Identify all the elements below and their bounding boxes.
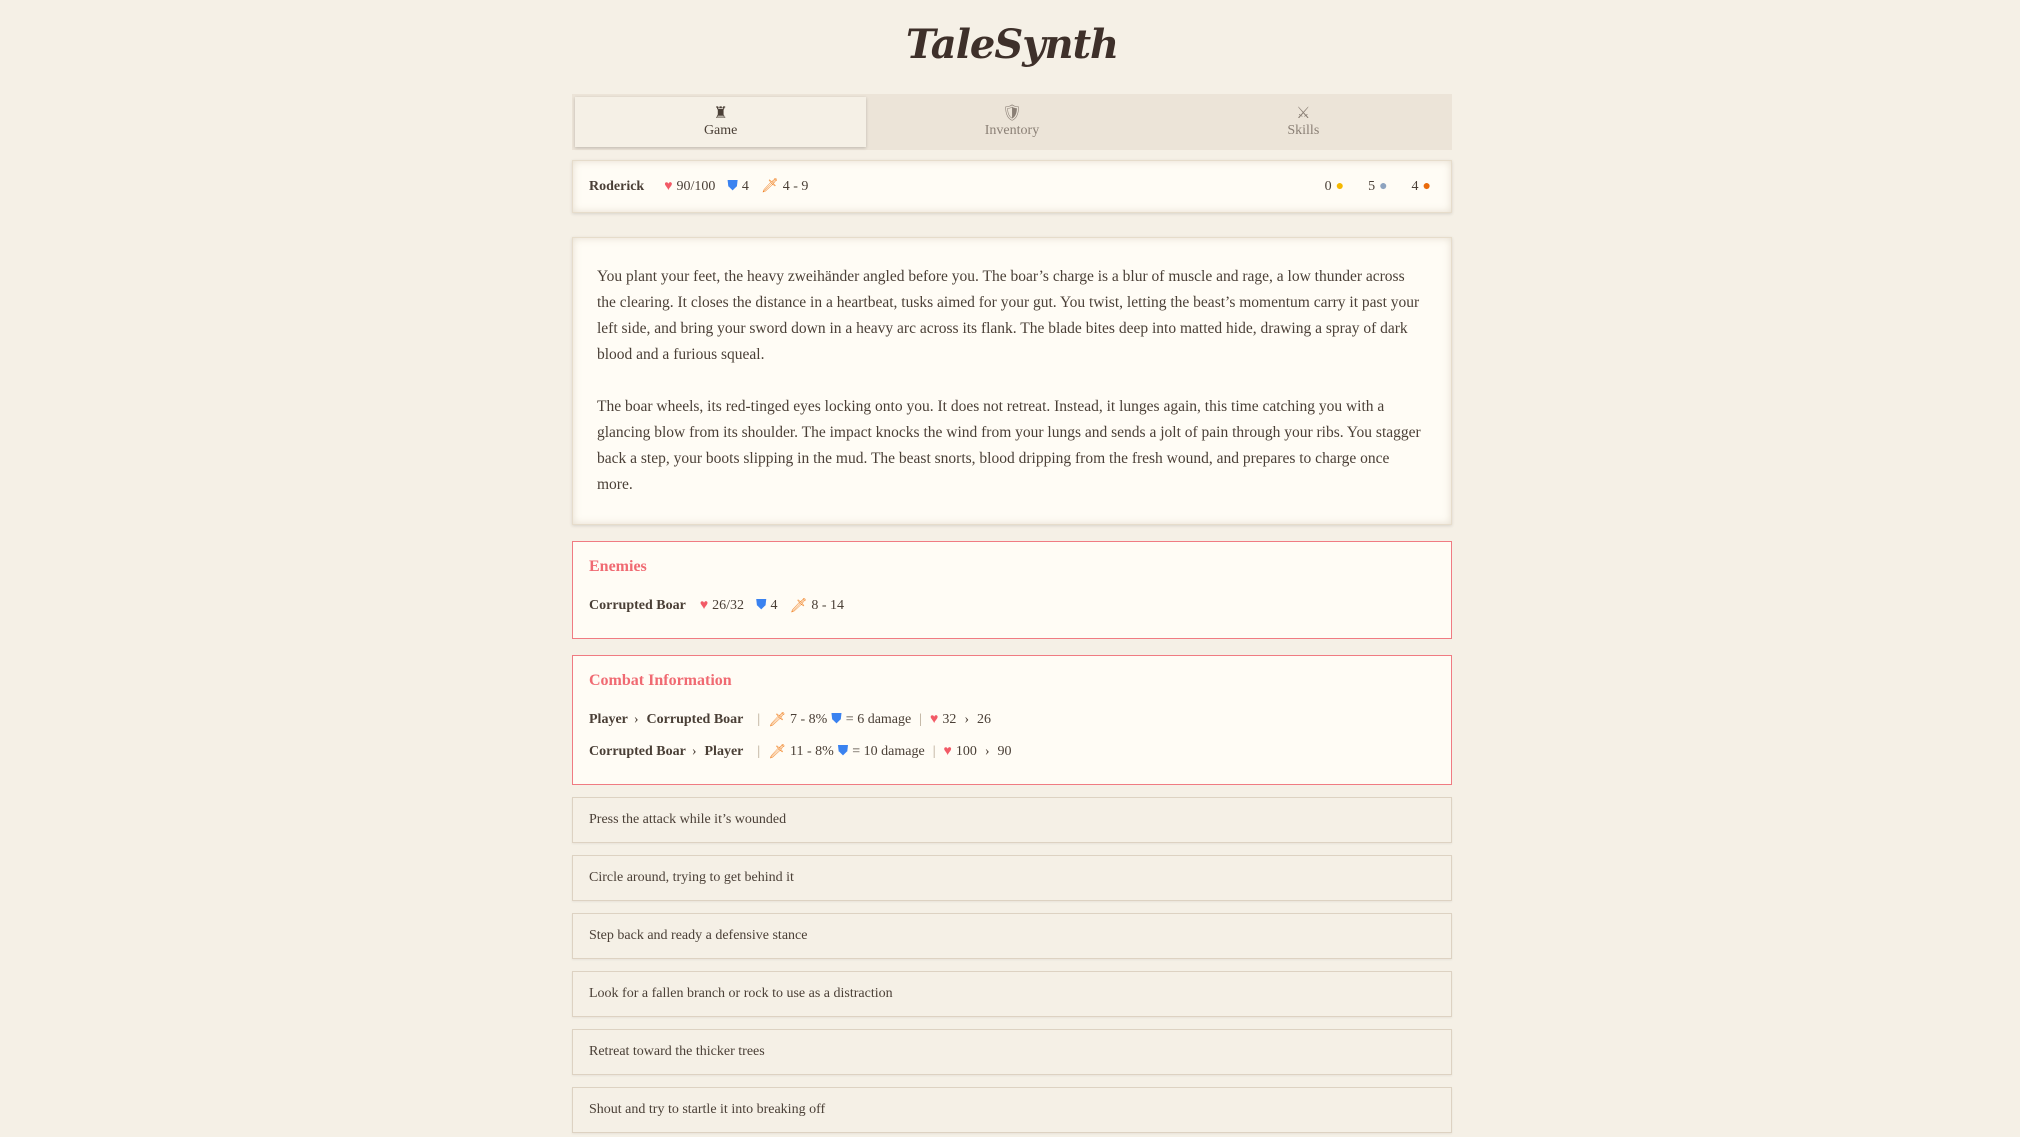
damage-result: = 6 damage (845, 712, 912, 727)
player-damage: 4 - 9 (782, 178, 809, 194)
choice-button[interactable]: Retreat toward the thicker trees (572, 1029, 1452, 1075)
combat-row: Corrupted Boar › Player | 🗡 11 - 8% ⛊ = 10 damage | ♥ 100 › 90 (589, 744, 1012, 760)
hp-from: 32 (942, 712, 957, 727)
choice-button[interactable]: Circle around, trying to get behind it (572, 855, 1452, 901)
damage-result: = 10 damage (852, 744, 925, 759)
story-paragraph: The boar wheels, its red-tinged eyes locking onto you. It does not retreat. Instead, it lunges again, this time catching you with a glancing blow from its shoulder. The impact knocks the wind from your lungs and sends a jolt of pain through your ribs. You stagger back a step, your boots slipping in the mud. The beast snorts, blood dripping from the fresh wound, and prepares to charge once more. (597, 398, 1421, 493)
sword-icon: 🗡 (768, 712, 786, 728)
choice-button[interactable]: Press the attack while it’s wounded (572, 797, 1452, 843)
player-stats-bar (572, 160, 1452, 213)
shield-icon: ⛊ (727, 178, 738, 194)
combat-panel (572, 655, 1452, 785)
enemy-armor: 4 (770, 598, 778, 613)
player-armor: 4 (741, 178, 749, 194)
knight-icon: ♜ (713, 105, 728, 122)
enemies-panel (572, 541, 1452, 639)
enemy-name: Corrupted Boar (589, 598, 686, 613)
logo-text: TaleSynth (905, 20, 1119, 68)
silver-coins-icon: ● (1379, 178, 1388, 194)
enemy-damage: 8 - 14 (811, 598, 844, 613)
attacker: Player (589, 712, 628, 727)
heart-icon: ♥ (699, 598, 709, 613)
tab-label: Inventory (984, 123, 1040, 138)
target: Player (704, 744, 744, 759)
logo (572, 0, 1452, 84)
sword-icon: 🗡 (789, 598, 808, 614)
copper-count: 4 (1411, 178, 1419, 194)
hp-to: 26 (977, 712, 992, 727)
shield-icon: ⛊ (756, 598, 767, 613)
player-hp: 90/100 (676, 178, 716, 194)
roll: 7 - 8% (789, 712, 828, 727)
sword-shield-icon: 🛡 (1001, 105, 1023, 122)
choice-button[interactable]: Step back and ready a defensive stance (572, 913, 1452, 959)
tab-inventory[interactable] (866, 97, 1157, 147)
sword-icon: 🗡 (760, 179, 779, 194)
target: Corrupted Boar (646, 712, 744, 727)
shield-icon: ⛊ (837, 744, 849, 759)
hp-to: 90 (997, 744, 1012, 759)
tab-label: Skills (1287, 123, 1320, 138)
story-text (572, 237, 1452, 525)
player-name: Roderick (589, 178, 645, 194)
gold-coins-icon: ● (1335, 178, 1345, 194)
choice-button[interactable]: Shout and try to startle it into breaking off (572, 1087, 1452, 1133)
app (572, 0, 1452, 1133)
enemy-row (589, 590, 1435, 622)
gold-count: 0 (1324, 178, 1332, 194)
tab-bar (572, 94, 1452, 150)
combat-row: Player › Corrupted Boar | 🗡 7 - 8% ⛊ = 6 damage | ♥ 32 › 26 (589, 712, 992, 728)
shield-icon: ⛊ (831, 712, 842, 727)
enemy-hp: 26/32 (712, 598, 745, 613)
tab-skills[interactable] (1158, 97, 1449, 147)
roll: 11 - 8% (789, 744, 834, 759)
sword-icon: 🗡 (768, 744, 786, 760)
silver-count: 5 (1368, 178, 1376, 194)
heart-icon: ♥ (943, 744, 952, 759)
tab-label: Game (703, 123, 738, 138)
attacker: Corrupted Boar (589, 744, 686, 759)
tab-game[interactable] (575, 97, 866, 147)
choice-button[interactable]: Look for a fallen branch or rock to use as a distraction (572, 971, 1452, 1017)
combat-title: Combat Information (589, 672, 732, 689)
hp-from: 100 (955, 744, 977, 759)
heart-icon: ♥ (664, 178, 673, 194)
copper-coins-icon: ● (1422, 178, 1431, 194)
enemies-title: Enemies (589, 558, 647, 575)
heart-icon: ♥ (930, 712, 939, 727)
crossed-swords-icon: ⚔ (1296, 105, 1311, 122)
story-paragraph: You plant your feet, the heavy zweihänder angled before you. The boar’s charge is a blur of muscle and rage, a low thunder across the clearing. It closes the distance in a heartbeat, tusks aimed for your gut. You twist, letting the beast’s momentum carry it past your left side, and bring your sword down in a heavy arc across its flank. The blade bites deep into matted hide, drawing a spray of dark blood and a furious squeal. (597, 268, 1420, 363)
